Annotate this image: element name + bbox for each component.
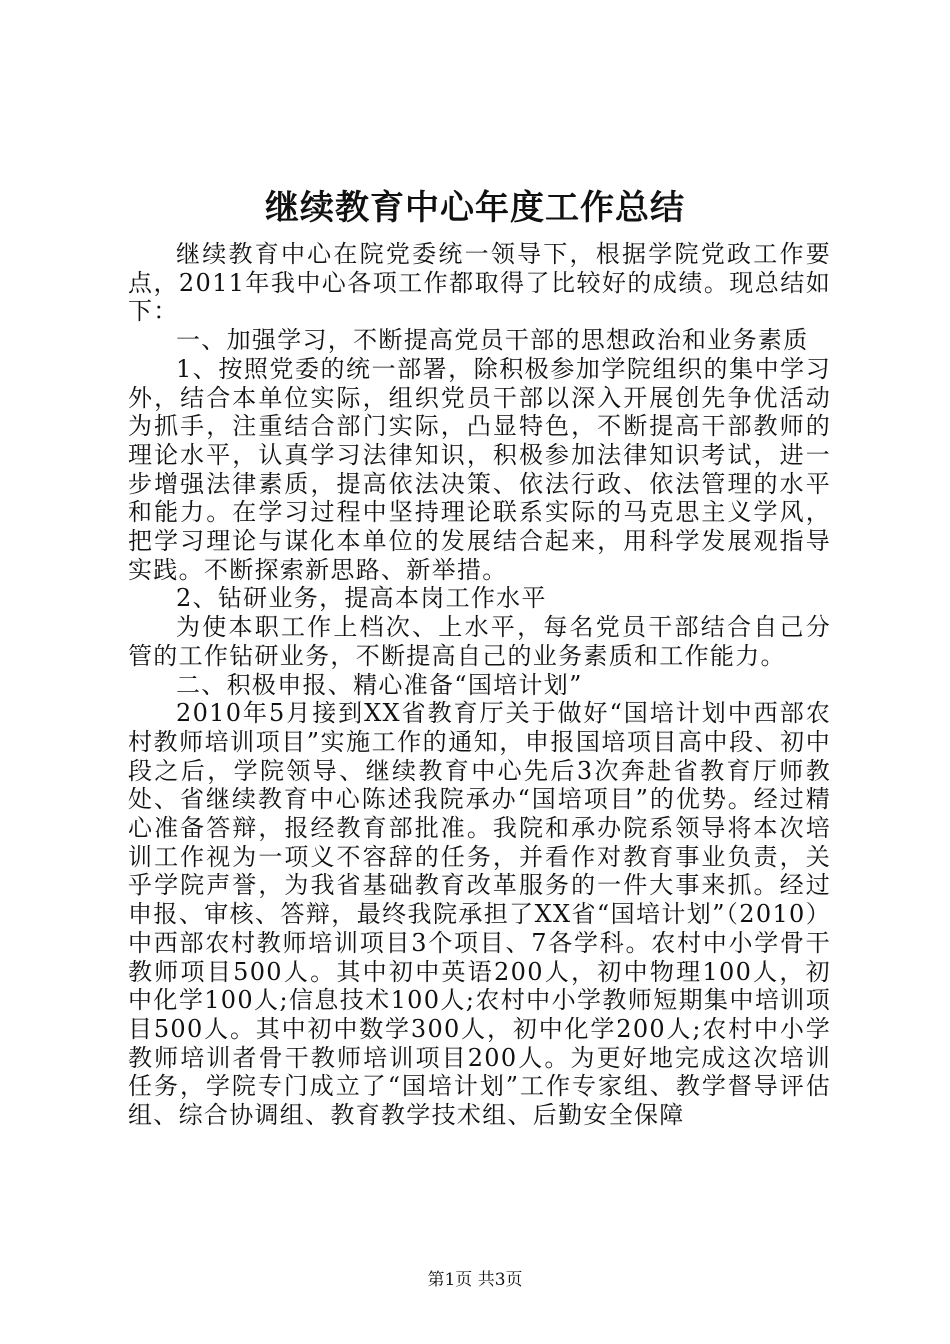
paragraph-business: 为使本职工作上档次、上水平，每名党员干部结合自己分管的工作钻研业务，不断提高自己的业务素质和工作能力。 — [128, 613, 831, 670]
document-body — [128, 240, 831, 1130]
page-footer: 第1页 共3页 — [427, 1270, 523, 1290]
section-heading-2: 二、积极申报、精心准备“国培计划” — [176, 670, 583, 699]
paragraph-intro: 继续教育中心在院党委统一领导下，根据学院党政工作要点，2011年我中心各项工作都取得了比较好的成绩。现总结如下： — [128, 240, 831, 326]
subheading-business: 2、钻研业务，提高本岗工作水平 — [176, 584, 547, 613]
document-title: 继续教育中心年度工作总结 — [265, 188, 685, 228]
paragraph-study: 1、按照党委的统一部署，除积极参加学院组织的集中学习外，结合本单位实际，组织党员干部以深入开展创先争优活动为抓手，注重结合部门实际，凸显特色，不断提高干部教师的理论水平，认真学习法律知识，积极参加法律知识考试，进一步增强法律素质，提高依法决策、依法行政、依法管理的水平和能力。在学习过程中坚持理论联系实际的马克思主义学风，把学习理论与谋化本单位的发展结合起来，用科学发展观指导实践。不断探索新思路、新举措。 — [128, 354, 831, 584]
paragraph-national-training: 2010年5月接到XX省教育厅关于做好“国培计划中西部农村教师培训项目”实施工作的通知，申报国培项目高中段、初中段之后，学院领导、继续教育中心先后3次奔赴省教育厅师教处、省继续教育中心陈述我院承办“国培项目”的优势。经过精心准备答辩，报经教育部批准。我院和承办院系领导将本次培训工作视为一项义不容辞的任务，并看作对教育事业负责，关乎学院声誉，为我省基础教育改革服务的一件大事来抓。经过申报、审核、答辩，最终我院承担了XX省“国培计划”（2010）中西部农村教师培训项目3个项目、7各学科。农村中小学骨干教师项目500人。其中初中英语200人，初中物理100人，初中化学100人;信息技术100人;农村中小学教师短期集中培训项目500人。其中初中数学300人，初中化学200人;农村中小学教师培训者骨干教师培训项目200人。为更好地完成这次培训任务，学院专门成立了“国培计划”工作专家组、教学督导评估组、综合协调组、教育教学技术组、后勤安全保障 — [128, 699, 831, 1130]
section-heading-1: 一、加强学习，不断提高党员干部的思想政治和业务素质 — [176, 326, 809, 355]
